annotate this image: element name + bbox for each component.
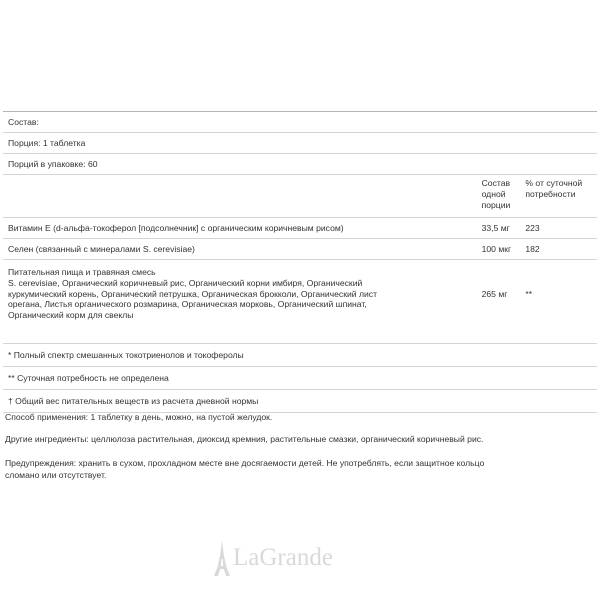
footnote: ** Суточная потребность не определена <box>8 373 169 383</box>
column-header-row <box>3 175 597 218</box>
nutrient-amount: 33,5 мг <box>481 222 510 233</box>
blend-amount: 265 мг <box>481 289 508 299</box>
nutrient-row <box>3 218 597 239</box>
composition-label: Состав: <box>8 117 39 127</box>
blend-row <box>3 260 597 344</box>
footnote: * Полный спектр смешанных токотриенолов и токоферолы <box>8 350 244 360</box>
usage-text: Способ применения: 1 таблетку в день, можно, на пустой желудок. <box>5 412 273 422</box>
serving-size-row <box>3 133 597 154</box>
nutrient-daily-value: 223 <box>525 222 540 233</box>
watermark-logo <box>213 540 333 576</box>
blend-daily-value: ** <box>525 289 533 299</box>
nutrient-amount: 100 мкг <box>481 243 512 254</box>
supplement-facts-table <box>3 111 597 413</box>
nutrient-name: Витамин E (d-альфа-токоферол [подсолнечник] с органическим коричневым рисом) <box>8 223 344 233</box>
blend-title: Питательная пища и травяная смесь <box>8 267 156 277</box>
nutrient-name: Селен (связанный с минералами S. cerevisiae) <box>8 244 195 254</box>
serving-size: Порция: 1 таблетка <box>8 138 86 148</box>
watermark-text: LaGrande <box>233 544 333 571</box>
daily-value-column-header: % от суточной потребности <box>525 178 583 199</box>
blend-ingredients-line: S. cerevisiae, Органический коричневый рис, Органический корни имбиря, Органический <box>8 277 363 288</box>
composition-row <box>3 112 597 133</box>
nutrient-row <box>3 239 597 260</box>
eiffel-tower-icon <box>213 540 231 576</box>
warnings-text <box>5 457 595 481</box>
other-ingredients-text: Другие ингредиенты: целлюлоза растительная, диоксид кремния, растительные смазки, органический коричневый рис. <box>5 434 484 444</box>
blend-ingredients-line: орегана, Листья органического розмарина, Органическая морковь, Органический шпинат, <box>8 299 367 310</box>
servings-per-container-row <box>3 154 597 175</box>
footnote: † Общий вес питательных веществ из расчета дневной нормы <box>8 396 259 406</box>
blend-ingredients-line: Органический корм для свеклы <box>8 310 134 321</box>
nutrient-daily-value: 182 <box>525 243 540 254</box>
warnings-line: Предупреждения: хранить в сухом, прохладном месте вне досягаемости детей. Не употреблять, если защитное кольцо <box>5 458 485 468</box>
warnings-line: сломано или отсутствует. <box>5 470 107 480</box>
blend-ingredients-line: куркумический корень, Органический петрушка, Органическая брокколи, Органический лист <box>8 288 378 299</box>
servings-per-container: Порций в упаковке: 60 <box>8 159 98 169</box>
footnote-row <box>3 367 597 390</box>
blend-description <box>8 267 482 321</box>
footnote-row <box>3 390 597 413</box>
amount-column-header: Состав одной порции <box>481 178 511 210</box>
footnote-row <box>3 344 597 367</box>
